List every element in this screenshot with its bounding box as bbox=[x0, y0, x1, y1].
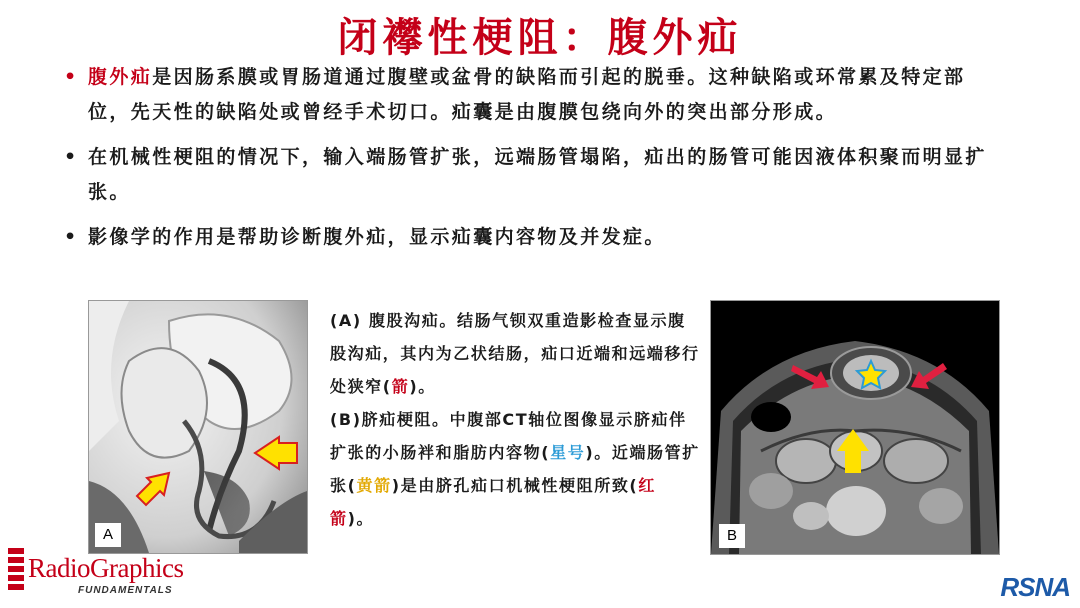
bullet-text: 在机械性梗阻的情况下，输入端肠管扩张，远端肠管塌陷，疝出的肠管可能因液体积聚而明显扩张。 bbox=[88, 146, 987, 203]
term-highlight: 腹外疝 bbox=[88, 66, 153, 88]
bullet-item-1 bbox=[64, 60, 999, 130]
bullet-item-3 bbox=[64, 220, 999, 255]
image-panel-a bbox=[88, 300, 308, 554]
rsna-logo: RSNA bbox=[1000, 572, 1070, 602]
arrow-term-yellow: 黄箭 bbox=[356, 476, 392, 495]
bullet-list bbox=[64, 60, 999, 265]
star-term-blue: 星号 bbox=[550, 443, 586, 462]
bullet-dot-icon: • bbox=[64, 146, 79, 168]
arrow-term-red: 箭 bbox=[391, 377, 410, 396]
bullet-text: 影像学的作用是帮助诊断腹外疝，显示疝囊内容物及并发症。 bbox=[88, 226, 666, 248]
caption-b: (B)脐疝梗阻。中腹部CT轴位图像显示脐疝伴扩张的小肠袢和脂肪内容物(星号)。近端肠管扩张(黄箭)是由脐孔疝口机械性梗阻所致(红箭)。 bbox=[330, 410, 700, 528]
bullet-dot-icon: • bbox=[64, 66, 79, 88]
logo-bars-icon bbox=[8, 548, 24, 593]
bullet-text: 是因肠系膜或胃肠道通过腹壁或盆骨的缺陷而引起的脱垂。这种缺陷或环常累及特定部位，先天性的缺陷处或曾经手术切口。疝囊是由腹膜包绕向外的突出部分形成。 bbox=[88, 66, 966, 123]
bullet-dot-icon: • bbox=[64, 226, 79, 248]
logo-subtitle: FUNDAMENTALS bbox=[78, 585, 173, 596]
ct-axial-image bbox=[711, 301, 999, 554]
arrow-term-red: 红箭 bbox=[330, 476, 656, 528]
radiographics-logo bbox=[8, 548, 258, 606]
panel-label-a: A bbox=[95, 523, 121, 547]
barium-xray-image bbox=[89, 301, 307, 553]
figure-caption bbox=[330, 304, 700, 535]
image-panel-b bbox=[710, 300, 1000, 555]
logo-wordmark: RadioGraphics bbox=[28, 553, 184, 583]
bullet-item-2 bbox=[64, 140, 999, 210]
slide-title: 闭襻性梗阻：腹外疝 bbox=[337, 14, 743, 61]
panel-label-b: B bbox=[719, 524, 745, 548]
caption-a: (A) 腹股沟疝。结肠气钡双重造影检查显示腹股沟疝，其内为乙状结肠，疝口近端和远端移行处狭窄(箭)。 bbox=[330, 311, 700, 396]
